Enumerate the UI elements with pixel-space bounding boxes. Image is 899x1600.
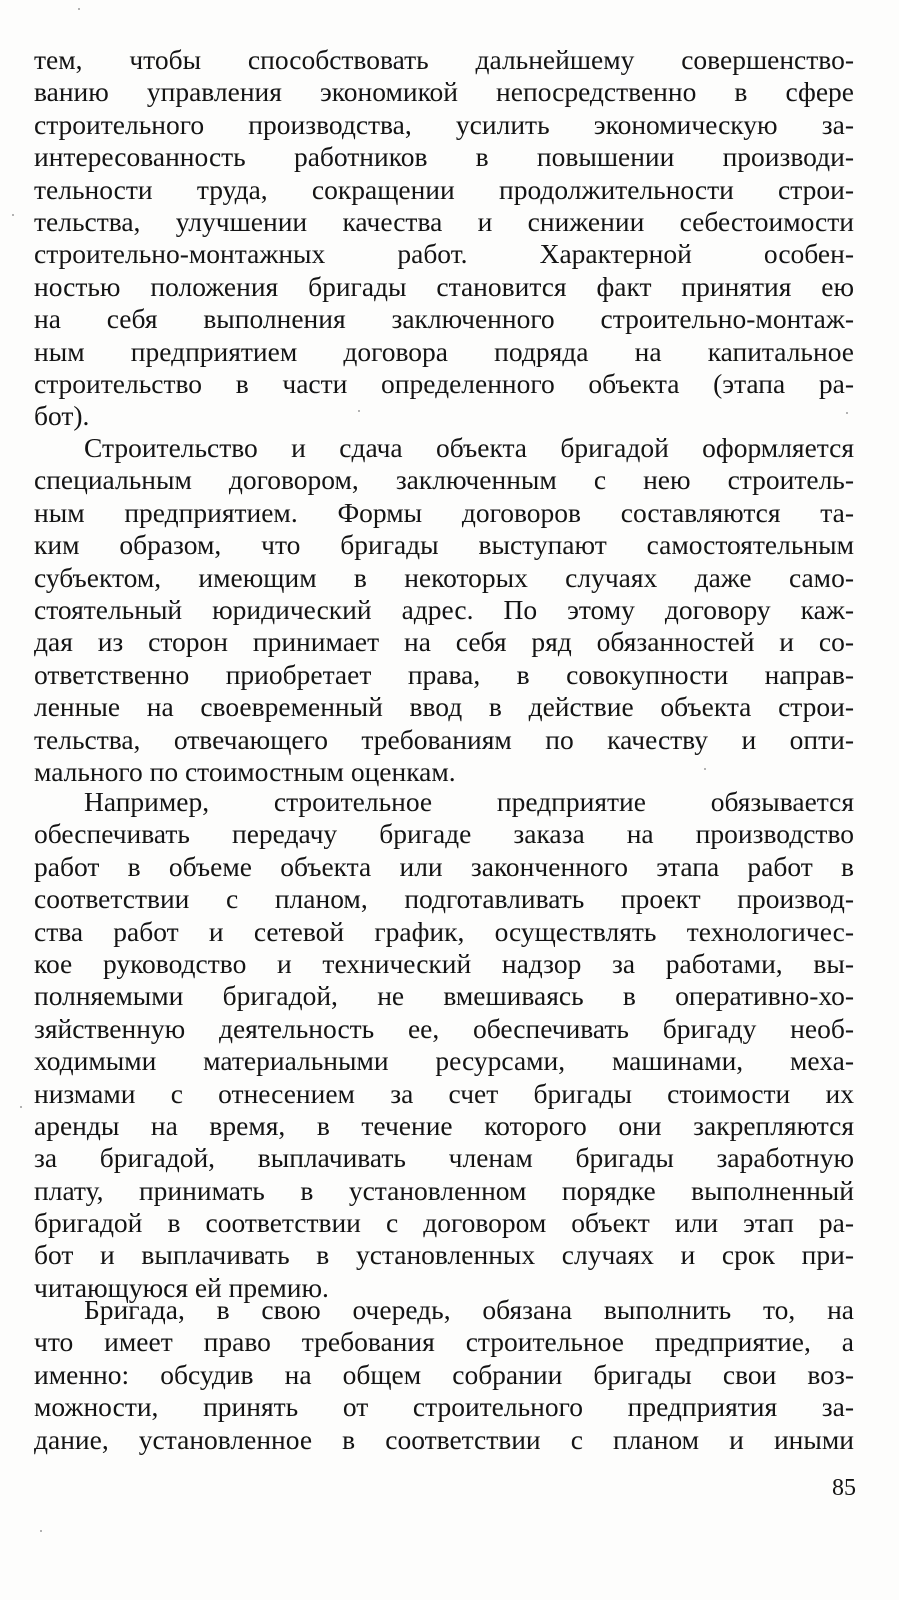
text-line: на себя выполнения заключенного строительно-монтаж-	[34, 303, 854, 335]
text-line: ства работ и сетевой график, осуществлять технологичес-	[34, 915, 854, 947]
paragraph-2	[34, 432, 854, 788]
text-line: ким образом, что бригады выступают самостоятельным	[34, 529, 854, 561]
text-line: строительно-монтажных работ. Характерной особен-	[34, 238, 854, 270]
text-line: строительного производства, усилить экономическую за-	[34, 108, 854, 140]
text-line: аренды на время, в течение которого они закрепляются	[34, 1109, 854, 1141]
text-line: обеспечивать передачу бригаде заказа на производство	[34, 818, 854, 850]
text-line: Строительство и сдача объекта бригадой оформляется	[84, 432, 854, 463]
text-line: тем, чтобы способствовать дальнейшему совершенство-	[34, 44, 854, 75]
scan-speck	[358, 410, 360, 412]
text-line: ванию управления экономикой непосредственно в сфере	[34, 76, 854, 108]
text-line: бригадой в соответствии с договором объект или этап ра-	[34, 1207, 854, 1239]
text-line: зяйственную деятельность ее, обеспечивать бригаду необ-	[34, 1012, 854, 1044]
text-line: бот).	[34, 400, 90, 432]
text-line: строительство в части определенного объекта (этапа ра-	[34, 367, 854, 399]
paragraph-3	[34, 786, 854, 1304]
text-line: можности, принять от строительного предприятия за-	[34, 1391, 854, 1423]
text-line: дая из сторон принимает на себя ряд обязанностей и со-	[34, 626, 854, 658]
text-line: плату, принимать в установленном порядке выполненный	[34, 1174, 854, 1206]
text-line: ответственно приобретает права, в совокупности направ-	[34, 658, 854, 690]
paragraph-4	[34, 1294, 854, 1456]
text-line: кое руководство и технический надзор за работами, вы-	[34, 947, 854, 979]
text-line: тельности труда, сокращении продолжительности строи-	[34, 173, 854, 205]
text-line: ходимыми материальными ресурсами, машинами, меха-	[34, 1045, 854, 1077]
text-line: специальным договором, заключенным с нею строитель-	[34, 464, 854, 496]
scan-speck	[704, 768, 706, 770]
text-line: тельства, улучшении качества и снижении себестоимости	[34, 205, 854, 237]
text-line: дание, установленное в соответствии с планом и иными	[34, 1423, 854, 1455]
paragraph-1	[34, 44, 854, 433]
text-line: работ в объеме объекта или законченного этапа работ в	[34, 850, 854, 882]
scan-speck	[40, 1530, 42, 1532]
text-line: за бригадой, выплачивать членам бригады заработную	[34, 1142, 854, 1174]
text-line: бот и выплачивать в установленных случаях и срок при-	[34, 1239, 854, 1271]
text-line: ленные на своевременный ввод в действие объекта строи-	[34, 691, 854, 723]
text-line: тельства, отвечающего требованиям по качеству и опти-	[34, 723, 854, 755]
text-line: Например, строительное предприятие обязывается	[84, 786, 854, 817]
text-line: субъектом, имеющим в некоторых случаях даже само-	[34, 561, 854, 593]
text-line: низмами с отнесением за счет бригады стоимости их	[34, 1077, 854, 1109]
text-line: ным предприятием. Формы договоров составляются та-	[34, 496, 854, 528]
text-line: ным предприятием договора подряда на капитальное	[34, 335, 854, 367]
scan-speck	[12, 214, 14, 216]
scan-speck	[78, 8, 80, 10]
text-line: ностью положения бригады становится факт принятия ею	[34, 270, 854, 302]
text-line: именно: обсудив на общем собрании бригады свои воз-	[34, 1358, 854, 1390]
text-line: соответствии с планом, подготавливать проект производ-	[34, 883, 854, 915]
text-line: читающуюся ей премию.	[34, 1271, 329, 1303]
text-line: интересованность работников в повышении производи-	[34, 141, 854, 173]
text-line: что имеет право требования строительное предприятие, а	[34, 1326, 854, 1358]
scan-speck	[846, 412, 848, 414]
text-line: Бригада, в свою очередь, обязана выполнить то, на	[84, 1294, 854, 1325]
scan-speck	[20, 1106, 22, 1108]
page-number: 85	[832, 1475, 856, 1501]
text-line: полняемыми бригадой, не вмешиваясь в оперативно-хо-	[34, 980, 854, 1012]
text-line: мального по стоимостным оценкам.	[34, 755, 456, 787]
text-line: стоятельный юридический адрес. По этому договору каж-	[34, 593, 854, 625]
